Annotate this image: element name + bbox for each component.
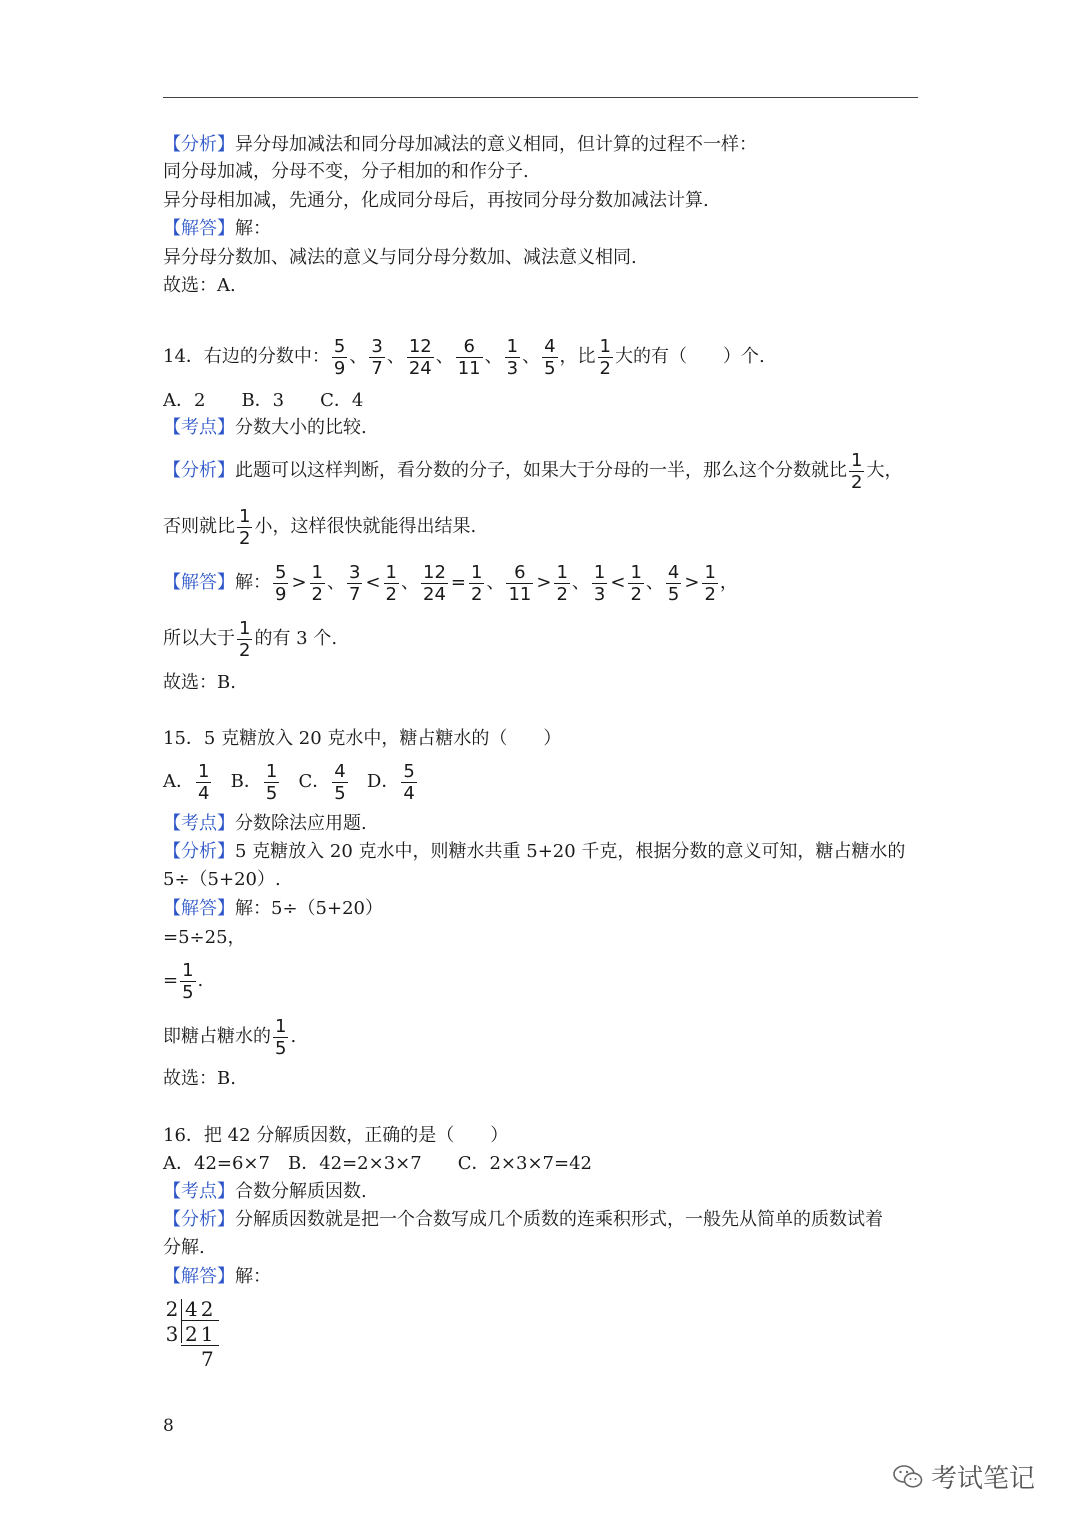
- denominator: 5: [544, 357, 556, 379]
- divisor: 2: [165, 1297, 179, 1321]
- numerator: 3: [349, 561, 361, 583]
- compare-sign: >: [536, 572, 552, 593]
- section-label: 【考点】: [163, 417, 235, 438]
- numerator: 12: [423, 561, 446, 583]
- denominator: 5: [667, 583, 680, 605]
- numerator: 1: [593, 561, 606, 583]
- numerator: 1: [556, 561, 568, 583]
- q16-stem: 16．把 42 分解质因数，正确的是（ ）: [163, 1125, 509, 1146]
- denominator: 2: [311, 583, 323, 605]
- numerator: 3: [371, 335, 383, 357]
- q15-step-2: = $\frac{1}{5}$ .: [163, 959, 204, 1003]
- numerator: 1: [239, 505, 251, 527]
- q13-choose: 故选：A.: [163, 275, 236, 296]
- q16-options: A．42=6×7 B．42=2×3×7 C．2×3×7=42: [163, 1153, 592, 1174]
- denominator: 2: [851, 471, 863, 493]
- q15-stem: 15．5 克糖放入 20 克水中，糖占糖水的（ ）: [163, 728, 562, 749]
- fraction: [180, 960, 195, 1003]
- numerator: 1: [275, 1015, 287, 1037]
- q15-kaodian: 【考点】分数除法应用题.: [163, 813, 367, 834]
- fraction: [542, 336, 557, 379]
- q14-stem: 14．右边的分数中： $\frac{5}{9}$ 、 $\frac{3}{7}$ 、 $\frac{12}{24}$ 、 $\frac{6}{11}$ 、 $\frac{1}{3}$ 、 $\frac{4}{5}$ ，比 $\frac{1}{2}$ 大的有（ ）个.: [163, 335, 765, 379]
- denominator: 2: [471, 583, 483, 605]
- numerator: 1: [506, 335, 519, 357]
- denominator: 2: [556, 583, 568, 605]
- numerator: 5: [333, 335, 346, 357]
- numerator: 4: [334, 760, 346, 782]
- q15-step-1: =5÷25，: [163, 927, 246, 948]
- numerator: 1: [704, 561, 716, 583]
- fraction: [506, 562, 533, 605]
- denominator: 2: [630, 583, 642, 605]
- fraction: [332, 336, 347, 379]
- fraction: [310, 562, 325, 605]
- denominator: 2: [704, 583, 716, 605]
- numerator: 1: [265, 760, 278, 782]
- denominator: 5: [265, 782, 278, 804]
- denominator: 24: [423, 583, 446, 605]
- wechat-icon: [893, 1464, 923, 1490]
- fraction: [407, 336, 434, 379]
- q15-analysis-line-2: 5÷（5+20）.: [163, 869, 281, 890]
- numerator: 1: [198, 760, 210, 782]
- section-label: 【解答】: [163, 218, 235, 239]
- numerator: 12: [408, 335, 432, 357]
- denominator: 5: [275, 1037, 287, 1059]
- section-label: 【分析】: [163, 1209, 235, 1230]
- division-horizontal-line: [181, 1345, 219, 1346]
- numerator: 1: [471, 561, 483, 583]
- numerator: 6: [506, 562, 533, 584]
- fraction: [666, 562, 681, 605]
- section-label: 【考点】: [163, 813, 235, 834]
- denominator: 4: [403, 782, 415, 804]
- q16-analysis-line-1: 【分析】分解质因数就是把一个合数写成几个质数的连乘积形式，一般先从简单的质数试着: [163, 1209, 883, 1230]
- fraction: [628, 562, 643, 605]
- fraction: [456, 336, 483, 379]
- fraction: [384, 562, 399, 605]
- denominator: 11: [508, 583, 532, 605]
- compare-sign: >: [291, 572, 307, 593]
- numerator: 1: [630, 561, 642, 583]
- q14-analysis-line-1: 【分析】此题可以这样判断，看分数的分子，如果大于分母的一半，那么这个分数就比 $\frac{1}{2}$ 大，: [163, 449, 903, 493]
- numerator: 1: [385, 561, 397, 583]
- compare-sign: =: [450, 572, 466, 593]
- q14-choose: 故选：B.: [163, 672, 236, 693]
- denominator: 3: [593, 583, 606, 605]
- q16-kaodian: 【考点】合数分解质因数.: [163, 1181, 367, 1202]
- denominator: 11: [457, 357, 481, 379]
- numerator: 1: [599, 335, 611, 357]
- denominator: 2: [385, 583, 397, 605]
- section-label: 【分析】: [163, 460, 235, 481]
- q13-analysis-line-2: 同分母加减，分母不变，分子相加的和作分子.: [163, 161, 529, 182]
- fraction: [421, 562, 448, 605]
- section-label: 【解答】: [163, 898, 235, 919]
- quotient: 7: [201, 1347, 217, 1371]
- q15-options: A． $\frac{1}{4}$ B． $\frac{1}{5}$ C． $\frac{4}{5}$ D． $\frac{5}{4}$: [163, 760, 415, 804]
- q13-analysis-line-1: 【分析】异分母加减法和同分母加减法的意义相同，但计算的过程不一样：: [163, 134, 757, 155]
- numerator: 5: [275, 561, 287, 583]
- denominator: 7: [371, 357, 383, 379]
- fraction: [264, 761, 279, 804]
- section-label: 【分析】: [163, 841, 235, 862]
- section-label: 【解答】: [163, 1266, 235, 1287]
- denominator: 9: [333, 357, 346, 379]
- denominator: 2: [239, 639, 251, 661]
- q15-choose: 故选：B.: [163, 1068, 236, 1089]
- q13-answer-line: 异分母分数加、减法的意义与同分母分数加、减法意义相同.: [163, 247, 637, 268]
- fraction: [401, 761, 416, 804]
- numerator: 1: [311, 561, 323, 583]
- fraction: [702, 562, 717, 605]
- denominator: 4: [198, 782, 210, 804]
- fraction: [369, 336, 384, 379]
- division-vertical-line: [181, 1299, 182, 1343]
- section-label: 【分析】: [163, 134, 235, 155]
- header-rule: [163, 97, 918, 98]
- numerator: 1: [239, 617, 251, 639]
- fraction: [505, 336, 520, 379]
- numerator: 4: [544, 335, 556, 357]
- fraction: [273, 1016, 288, 1059]
- fraction: [849, 450, 864, 493]
- page-number: 8: [163, 1416, 174, 1436]
- q15-answer-head: 【解答】解：5÷（5+20）: [163, 898, 383, 919]
- q14-options: A．2 B．3 C．4: [163, 390, 364, 411]
- numerator: 1: [182, 959, 194, 981]
- denominator: 2: [239, 527, 251, 549]
- numerator: 5: [403, 760, 415, 782]
- q14-kaodian: 【考点】分数大小的比较.: [163, 417, 367, 438]
- denominator: 3: [506, 357, 519, 379]
- denominator: 9: [275, 583, 287, 605]
- fraction: [469, 562, 484, 605]
- fraction: [237, 506, 252, 549]
- division-horizontal-line: [181, 1320, 219, 1321]
- denominator: 7: [349, 583, 361, 605]
- numerator: 6: [456, 336, 483, 358]
- fraction: [332, 761, 347, 804]
- divisor: 3: [165, 1322, 179, 1346]
- compare-sign: <: [365, 572, 381, 593]
- section-label: 【解答】: [163, 572, 235, 593]
- q13-answer-head: 【解答】解：: [163, 218, 271, 239]
- fraction: [347, 562, 362, 605]
- q15-conclude: 即糖占糖水的 $\frac{1}{5}$ .: [163, 1015, 297, 1059]
- numerator: 1: [851, 449, 863, 471]
- fraction: [196, 761, 211, 804]
- fraction: [237, 618, 252, 661]
- section-label: 【考点】: [163, 1181, 235, 1202]
- dividend: 21: [185, 1322, 217, 1346]
- watermark-text: 考试笔记: [931, 1464, 1036, 1494]
- denominator: 5: [182, 981, 194, 1003]
- q14-so-line: 所以大于 $\frac{1}{2}$ 的有 3 个.: [163, 617, 338, 661]
- q15-analysis-line-1: 【分析】5 克糖放入 20 克水中，则糖水共重 5+20 千克，根据分数的意义可知，糖占糖水的: [163, 841, 906, 862]
- q13-analysis-line-3: 异分母相加减，先通分，化成同分母后，再按同分母分数加减法计算.: [163, 190, 709, 211]
- compare-sign: >: [684, 572, 700, 593]
- q14-analysis-line-2: 否则就比 $\frac{1}{2}$ 小，这样很快就能得出结果.: [163, 505, 477, 549]
- q16-analysis-line-2: 分解.: [163, 1237, 205, 1258]
- fraction: [592, 562, 607, 605]
- denominator: 5: [334, 782, 346, 804]
- q16-answer-head: 【解答】解：: [163, 1266, 271, 1287]
- denominator: 24: [408, 357, 432, 379]
- denominator: 2: [599, 357, 611, 379]
- fraction: [598, 336, 613, 379]
- watermark: [893, 1458, 1035, 1495]
- numerator: 4: [667, 561, 680, 583]
- dividend: 42: [185, 1297, 217, 1321]
- fraction: [554, 562, 569, 605]
- compare-sign: <: [610, 572, 626, 593]
- q14-answer-compare: 【解答】解： $\frac{5}{9}$ > $\frac{1}{2}$ 、 $\frac{3}{7}$ < $\frac{1}{2}$ 、 $\frac{12}{24}$ = $\frac{1}{2}$ 、 $\frac{6}{11}$ > $\frac{1}{2}$ 、 $\frac{1}{3}$ < $\frac{1}{2}$ 、 $\frac{4}{5}$ > $\frac{1}{2}$ ，: [163, 561, 738, 605]
- fraction: [273, 562, 288, 605]
